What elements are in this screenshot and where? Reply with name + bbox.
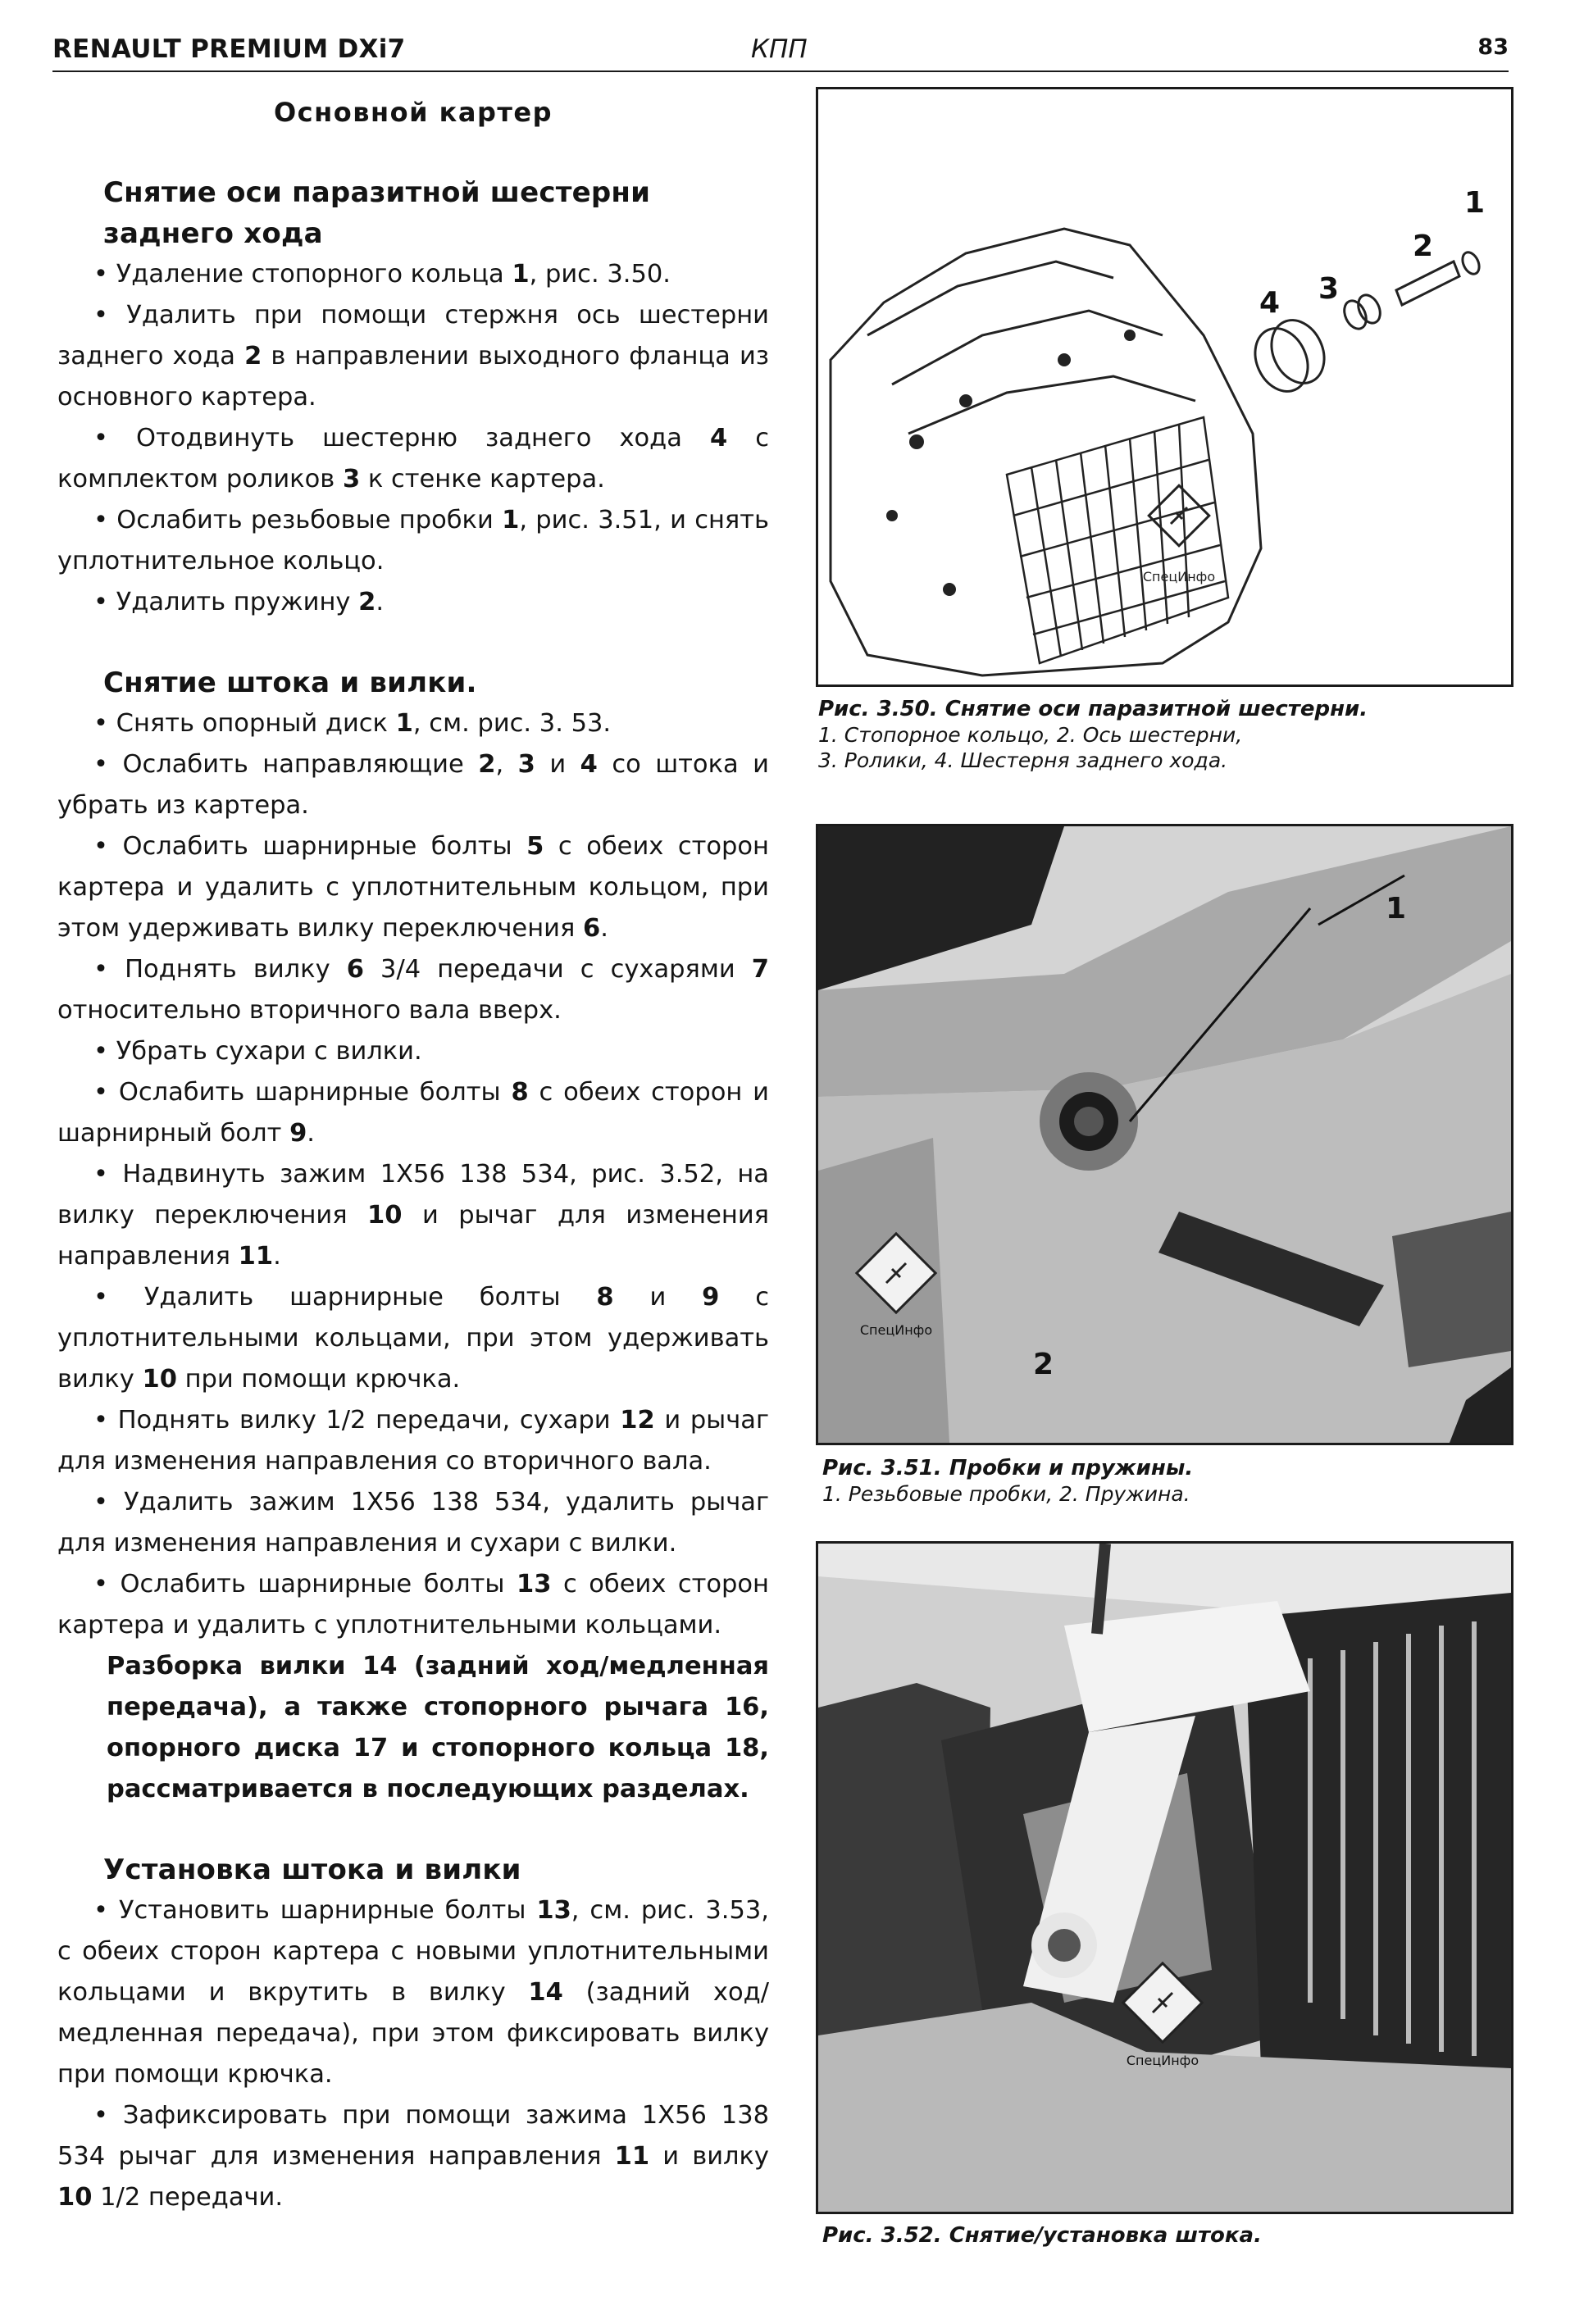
ref-number: 6: [583, 914, 601, 943]
subheading-rod-removal: Снятие штока и вилки.: [103, 666, 477, 699]
watermark-text: СпецИнфо: [859, 1322, 933, 1338]
fig-label: 2: [1413, 230, 1434, 263]
gearbox-drawing: [818, 89, 1511, 684]
paragraph: • Убрать сухари с вилки.: [93, 1037, 422, 1066]
paragraph: • Удалить зажим 1X56 138 534, удалить рычаг для изменения направления и сухари с вилки.: [57, 1488, 769, 1558]
ref-number: 1: [512, 260, 530, 289]
paragraph: • Поднять вилку 6 3/4 передачи с сухарями 7 относительно вторичного вала вверх.: [57, 955, 769, 1025]
paragraph: • Снять опорный диск 1, см. рис. 3. 53.: [93, 709, 612, 738]
fig-label: 1: [1464, 186, 1486, 220]
caption-3-52: [822, 2223, 1511, 2249]
caption-title: Рис. 3.52. Снятие/установка штока.: [822, 2223, 1262, 2248]
paragraph: • Ослабить направляющие 2, 3 и 4 со штока и убрать из картера.: [57, 750, 770, 820]
photo-plugs-springs: [818, 826, 1511, 1443]
paragraph: • Зафиксировать при помощи зажима 1X56 138 534 рычаг для изменения направления 11 и вилку 10 1/2 передачи.: [57, 2101, 769, 2212]
bold-note: Разборка вилки 14 (задний ход/медленная передача), а также стопорного рычага 16, опорного диска 17 и стопорного кольца 18, рассматривается в последующих разделах.: [107, 1652, 769, 1803]
ref-number: 10: [367, 1201, 403, 1230]
section-title: Основной картер: [273, 97, 553, 128]
ref-number: 8: [596, 1283, 614, 1312]
ref-number: 9: [702, 1283, 720, 1312]
fig-label: 2: [1033, 1348, 1054, 1381]
running-header: [52, 33, 1509, 72]
ref-number: 8: [511, 1078, 529, 1107]
ref-number: 1: [395, 709, 413, 738]
ref-number: 4: [709, 424, 728, 453]
ref-number: 3: [517, 750, 535, 779]
fig-label: 1: [1386, 892, 1407, 926]
ref-number: 13: [536, 1896, 571, 1925]
paragraph: • Удаление стопорного кольца 1, рис. 3.50.: [93, 260, 671, 289]
ref-number: 2: [358, 588, 376, 616]
caption-title: Рис. 3.50. Снятие оси паразитной шестерни.: [818, 697, 1368, 721]
paragraph: • Ослабить шарнирные болты 13 с обеих сторон картера и удалить с уплотнительными кольцами.: [57, 1570, 769, 1640]
ref-number: 13: [517, 1570, 552, 1599]
paragraph: • Установить шарнирные болты 13, см. рис. 3.53, с обеих сторон картера с новыми уплотнительными кольцами и вкрутить в вилку 14 (задний ход/медленная передача), при этом фиксировать вилку при помощи крючка.: [57, 1896, 769, 2089]
ref-number: 11: [614, 2142, 650, 2171]
text-column: [57, 89, 769, 2218]
watermark-text: СпецИнфо: [1142, 569, 1216, 584]
fig-label: 3: [1318, 272, 1340, 306]
book-title: RENAULT PREMIUM DXi7: [52, 34, 406, 64]
ref-number: 4: [580, 750, 598, 779]
paragraph: • Отодвинуть шестерню заднего хода 4 с комплектом роликов 3 к стенке картера.: [57, 424, 770, 493]
ref-number: 2: [244, 342, 262, 371]
paragraph: • Ослабить шарнирные болты 5 с обеих сторон картера и удалить с уплотнительным кольцом, при этом удерживать вилку переключения 6.: [57, 832, 769, 943]
paragraph: • Удалить шарнирные болты 8 и 9 с уплотнительными кольцами, при этом удерживать вилку 10 при помощи крючка.: [57, 1283, 769, 1394]
caption-line: 1. Стопорное кольцо, 2. Ось шестерни,: [818, 723, 1243, 747]
paragraph: • Надвинуть зажим 1X56 138 534, рис. 3.52, на вилку переключения 10 и рычаг для изменения направления 11.: [57, 1160, 769, 1271]
ref-number: 14: [528, 1978, 563, 2007]
ref-number: 3: [342, 465, 361, 493]
ref-number: 9: [289, 1119, 307, 1148]
caption-title: Рис. 3.51. Пробки и пружины.: [822, 1456, 1194, 1480]
caption-line: 1. Резьбовые пробки, 2. Пружина.: [822, 1482, 1190, 1506]
figure-3-50: [816, 87, 1513, 687]
figure-3-52: [816, 1541, 1513, 2214]
subheading-rod-installation: Установка штока и вилки: [103, 1853, 521, 1886]
ref-number: 7: [751, 955, 769, 984]
paragraph: • Ослабить шарнирные болты 8 с обеих сторон и шарнирный болт 9.: [57, 1078, 769, 1148]
ref-number: 5: [526, 832, 544, 861]
ref-number: 6: [346, 955, 364, 984]
ref-number: 10: [142, 1365, 177, 1394]
page-number: 83: [1477, 34, 1509, 60]
ref-number: 2: [478, 750, 496, 779]
fig-label: 4: [1259, 286, 1281, 320]
ref-number: 10: [57, 2183, 93, 2212]
ref-number: 11: [238, 1242, 274, 1271]
subheading-axle-removal: Снятие оси паразитной шестерни заднего хода: [103, 176, 651, 250]
watermark-text: СпецИнфо: [1126, 2053, 1199, 2068]
figure-3-51: [816, 824, 1513, 1445]
paragraph: • Удалить при помощи стержня ось шестерни заднего хода 2 в направлении выходного фланца из основного картера.: [57, 301, 769, 412]
photo-rod-removal: [818, 1544, 1511, 2212]
caption-3-50: [818, 697, 1507, 773]
chapter-name: КПП: [751, 34, 808, 64]
paragraph: • Поднять вилку 1/2 передачи, сухари 12 и рычаг для изменения направления со вторичного вала.: [57, 1406, 769, 1476]
ref-number: 12: [620, 1406, 655, 1435]
paragraph: • Ослабить резьбовые пробки 1, рис. 3.51, и снять уплотнительное кольцо.: [57, 506, 769, 575]
ref-number: 1: [502, 506, 520, 534]
caption-line: 3. Ролики, 4. Шестерня заднего хода.: [818, 748, 1228, 772]
paragraph: • Удалить пружину 2.: [93, 588, 385, 616]
caption-3-51: [822, 1456, 1511, 1507]
